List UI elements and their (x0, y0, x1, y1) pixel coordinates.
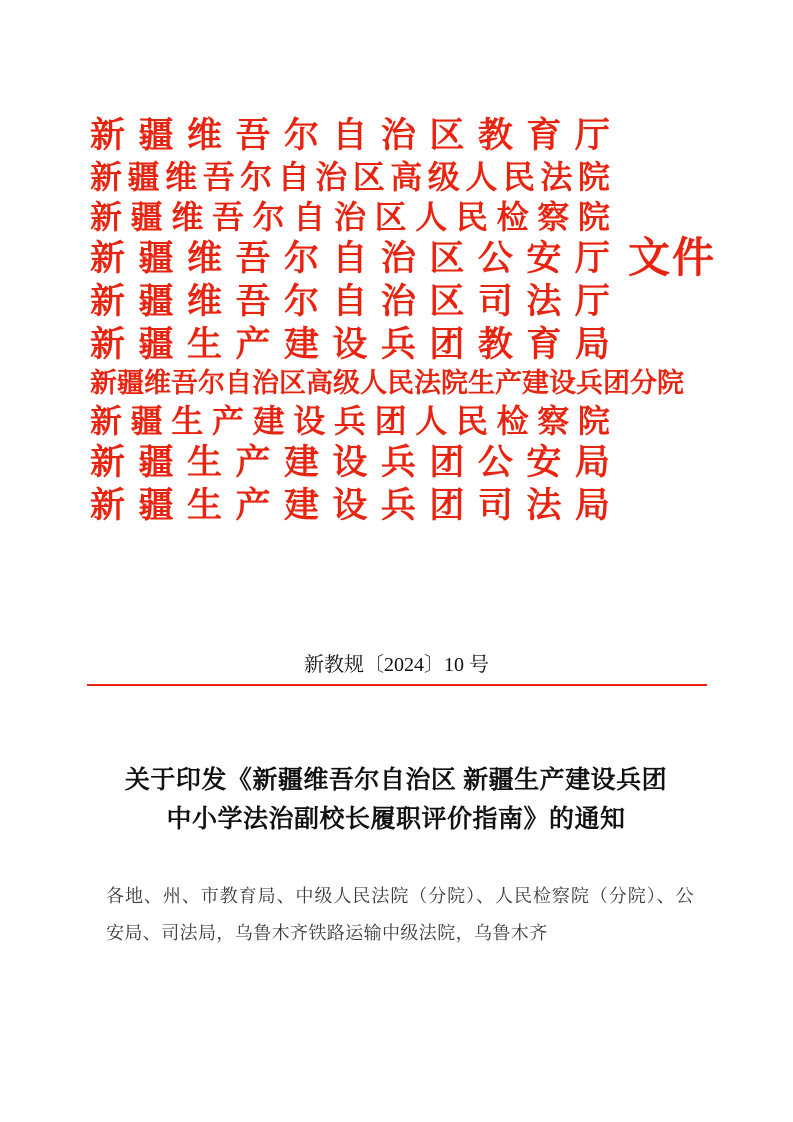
masthead-char: 吾 (211, 199, 244, 235)
masthead-char: 民 (387, 368, 414, 398)
masthead-line-5 (90, 284, 610, 319)
masthead-char: 院 (577, 199, 610, 235)
masthead-char: 安 (526, 443, 562, 482)
masthead-char: 设 (332, 325, 368, 364)
masthead-char: 新 (90, 325, 126, 364)
masthead-char: 设 (293, 403, 326, 439)
red-horizontal-rule (87, 684, 707, 686)
masthead-char: 治 (380, 239, 416, 278)
masthead-char: 教 (477, 116, 513, 155)
masthead-char: 新 (90, 199, 123, 235)
body-text (106, 878, 694, 952)
page-title-line-2: 中小学法治副校长履职评价指南》的通知 (166, 805, 626, 833)
masthead-char: 育 (526, 116, 562, 155)
masthead-char: 兵 (380, 325, 416, 364)
masthead-char: 厅 (574, 116, 610, 155)
masthead-char: 安 (526, 239, 562, 278)
masthead-char: 法 (526, 282, 562, 321)
masthead-line-1 (90, 118, 610, 153)
masthead-char: 产 (235, 443, 271, 482)
page-title-line-1: 关于印发《新疆维吾尔自治区 新疆生产建设兵团 (124, 767, 668, 794)
masthead-char: 设 (549, 368, 576, 398)
masthead-char: 吾 (202, 159, 235, 195)
masthead-char: 产 (235, 325, 271, 364)
masthead-char: 厅 (574, 282, 610, 321)
masthead-char: 治 (380, 116, 416, 155)
masthead-char: 治 (315, 159, 348, 195)
masthead-char: 吾 (171, 368, 198, 398)
masthead-char: 尔 (240, 159, 273, 195)
masthead-char: 团 (429, 443, 465, 482)
masthead-char: 疆 (130, 199, 163, 235)
masthead-char: 高 (306, 368, 333, 398)
masthead-char: 疆 (138, 116, 174, 155)
masthead-char: 级 (427, 159, 460, 195)
masthead-char: 察 (537, 403, 570, 439)
masthead-char: 新 (90, 159, 123, 195)
masthead-char: 产 (495, 368, 522, 398)
masthead-line-7 (90, 368, 684, 398)
masthead-char: 吾 (235, 282, 271, 321)
masthead-char: 局 (574, 325, 610, 364)
masthead-wenjian-label: 文件 (628, 236, 717, 282)
masthead-char: 育 (526, 325, 562, 364)
masthead-char: 生 (468, 368, 495, 398)
masthead-char: 新 (90, 368, 117, 398)
masthead-char: 人 (465, 159, 498, 195)
masthead-char: 司 (477, 486, 513, 525)
masthead-char: 自 (277, 159, 310, 195)
masthead-char: 区 (279, 368, 306, 398)
masthead-char: 维 (171, 199, 204, 235)
masthead-char: 尔 (198, 368, 225, 398)
masthead-char: 院 (577, 159, 610, 195)
masthead-char: 人 (415, 199, 448, 235)
masthead-char: 自 (332, 282, 368, 321)
masthead-char: 治 (333, 199, 366, 235)
page-title (96, 762, 696, 840)
masthead-char: 团 (429, 325, 465, 364)
masthead-char: 疆 (117, 368, 144, 398)
masthead-char: 公 (477, 239, 513, 278)
masthead-char: 院 (441, 368, 468, 398)
masthead-char: 产 (211, 403, 244, 439)
masthead-char: 教 (477, 325, 513, 364)
masthead-char: 治 (380, 282, 416, 321)
masthead-char: 民 (502, 159, 535, 195)
masthead-char: 治 (252, 368, 279, 398)
masthead-char: 建 (283, 325, 319, 364)
masthead-char: 疆 (130, 403, 163, 439)
masthead-char: 团 (603, 368, 630, 398)
masthead-line-6 (90, 327, 610, 362)
masthead-char: 兵 (333, 403, 366, 439)
masthead-char: 兵 (380, 486, 416, 525)
masthead-char: 尔 (283, 116, 319, 155)
masthead-char: 吾 (235, 116, 271, 155)
masthead-char: 人 (360, 368, 387, 398)
masthead-char: 疆 (138, 486, 174, 525)
masthead-char: 新 (90, 282, 126, 321)
masthead-char: 自 (225, 368, 252, 398)
masthead-char: 民 (455, 403, 488, 439)
masthead-char: 自 (332, 239, 368, 278)
masthead-char: 兵 (576, 368, 603, 398)
masthead-char: 生 (171, 403, 204, 439)
masthead-char: 自 (293, 199, 326, 235)
masthead-char: 区 (374, 199, 407, 235)
masthead-line-2 (90, 161, 610, 193)
masthead-char: 检 (496, 403, 529, 439)
masthead-char: 维 (165, 159, 198, 195)
masthead-char: 法 (540, 159, 573, 195)
masthead-char: 尔 (252, 199, 285, 235)
masthead-char: 维 (186, 239, 222, 278)
masthead-line-9 (90, 445, 610, 480)
masthead-char: 局 (574, 443, 610, 482)
masthead (0, 118, 793, 531)
masthead-line-10 (90, 488, 610, 523)
masthead-char: 检 (496, 199, 529, 235)
masthead-char: 团 (374, 403, 407, 439)
masthead-line-4 (90, 241, 610, 276)
masthead-char: 院 (657, 368, 684, 398)
masthead-char: 设 (332, 443, 368, 482)
masthead-char: 察 (537, 199, 570, 235)
masthead-char: 高 (390, 159, 423, 195)
masthead-char: 疆 (138, 443, 174, 482)
masthead-char: 产 (235, 486, 271, 525)
masthead-char: 级 (333, 368, 360, 398)
masthead-char: 民 (455, 199, 488, 235)
masthead-char: 分 (630, 368, 657, 398)
masthead-char: 疆 (138, 325, 174, 364)
masthead-char: 法 (526, 486, 562, 525)
masthead-char: 兵 (380, 443, 416, 482)
masthead-line-3 (90, 201, 610, 233)
masthead-char: 区 (429, 239, 465, 278)
masthead-char: 新 (90, 443, 126, 482)
masthead-char: 疆 (138, 282, 174, 321)
masthead-char: 维 (144, 368, 171, 398)
masthead-char: 局 (574, 486, 610, 525)
masthead-char: 吾 (235, 239, 271, 278)
masthead-char: 生 (186, 486, 222, 525)
masthead-char: 维 (186, 116, 222, 155)
masthead-char: 疆 (138, 239, 174, 278)
masthead-char: 区 (429, 116, 465, 155)
masthead-char: 区 (429, 282, 465, 321)
masthead-char: 生 (186, 443, 222, 482)
masthead-char: 新 (90, 116, 126, 155)
masthead-char: 尔 (283, 282, 319, 321)
masthead-char: 新 (90, 239, 126, 278)
body-paragraph: 各地、州、市教育局、中级人民法院（分院）、人民检察院（分院）、公安局、司法局，乌鲁木齐铁路运输中级法院，乌鲁木齐 (106, 886, 694, 943)
masthead-char: 建 (283, 443, 319, 482)
masthead-char: 自 (332, 116, 368, 155)
masthead-char: 建 (522, 368, 549, 398)
masthead-char: 建 (252, 403, 285, 439)
masthead-char: 设 (332, 486, 368, 525)
masthead-char: 新 (90, 486, 126, 525)
masthead-char: 公 (477, 443, 513, 482)
masthead-char: 建 (283, 486, 319, 525)
masthead-char: 生 (186, 325, 222, 364)
masthead-char: 尔 (283, 239, 319, 278)
masthead-char: 司 (477, 282, 513, 321)
masthead-char: 法 (414, 368, 441, 398)
masthead-char: 团 (429, 486, 465, 525)
masthead-char: 厅 (574, 239, 610, 278)
masthead-char: 人 (415, 403, 448, 439)
masthead-char: 疆 (127, 159, 160, 195)
masthead-char: 区 (352, 159, 385, 195)
masthead-line-8 (90, 405, 610, 437)
masthead-char: 维 (186, 282, 222, 321)
masthead-char: 院 (577, 403, 610, 439)
masthead-char: 新 (90, 403, 123, 439)
document-number: 新教规〔2024〕10 号 (304, 654, 489, 676)
